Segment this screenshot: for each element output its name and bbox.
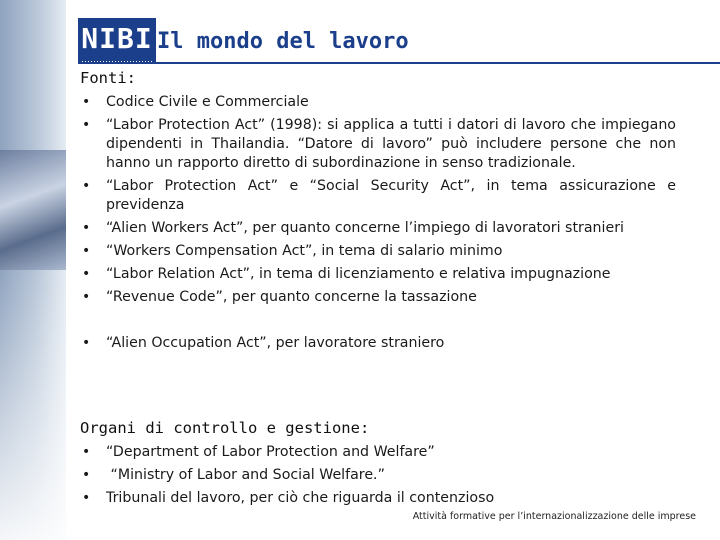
fonti-list xyxy=(80,93,676,353)
organi-heading: Organi di controllo e gestione: xyxy=(80,419,370,437)
list-item: • “Labor Relation Act”, in tema di licenziamento e relativa impugnazione xyxy=(82,266,611,282)
list-item: • “Department of Labor Protection and Welfare” xyxy=(82,444,435,460)
list-item: • “Alien Occupation Act”, per lavoratore straniero xyxy=(82,335,445,351)
list-item: • Tribunali del lavoro, per ciò che riguarda il contenzioso xyxy=(82,490,495,506)
list-item: • “Workers Compensation Act”, in tema di salario minimo xyxy=(82,243,503,259)
fonti-heading: Fonti: xyxy=(80,69,136,87)
decorative-side-image xyxy=(0,0,66,540)
footer-text: Attività formative per l’internazionalizzazione delle imprese xyxy=(412,511,696,522)
list-item: • Codice Civile e Commerciale xyxy=(82,94,309,110)
list-item: • “Ministry of Labor and Social Welfare.” xyxy=(82,467,385,483)
list-item: • “Revenue Code”, per quanto concerne la tassazione xyxy=(82,289,477,305)
list-item: • “Alien Workers Act”, per quanto concerne l’impiego di lavoratori stranieri xyxy=(82,220,624,236)
page-title: Il mondo del lavoro xyxy=(157,29,409,54)
list-item: • “Labor Protection Act” (1998): si applica a tutti i datori di lavoro che impiegano dipendenti in Thailandia. “Datore di lavoro” può includere persone che non hanno un rapporto diretto di subordinazione in senso tradizionale. xyxy=(82,117,676,171)
logo-text: NIBI xyxy=(81,22,153,55)
organi-list xyxy=(80,443,676,508)
nibi-logo xyxy=(78,18,156,62)
hands-photo xyxy=(0,150,66,270)
list-item: • “Labor Protection Act” e “Social Security Act”, in tema assicurazione e previdenza xyxy=(82,178,676,213)
title-divider xyxy=(78,62,720,64)
